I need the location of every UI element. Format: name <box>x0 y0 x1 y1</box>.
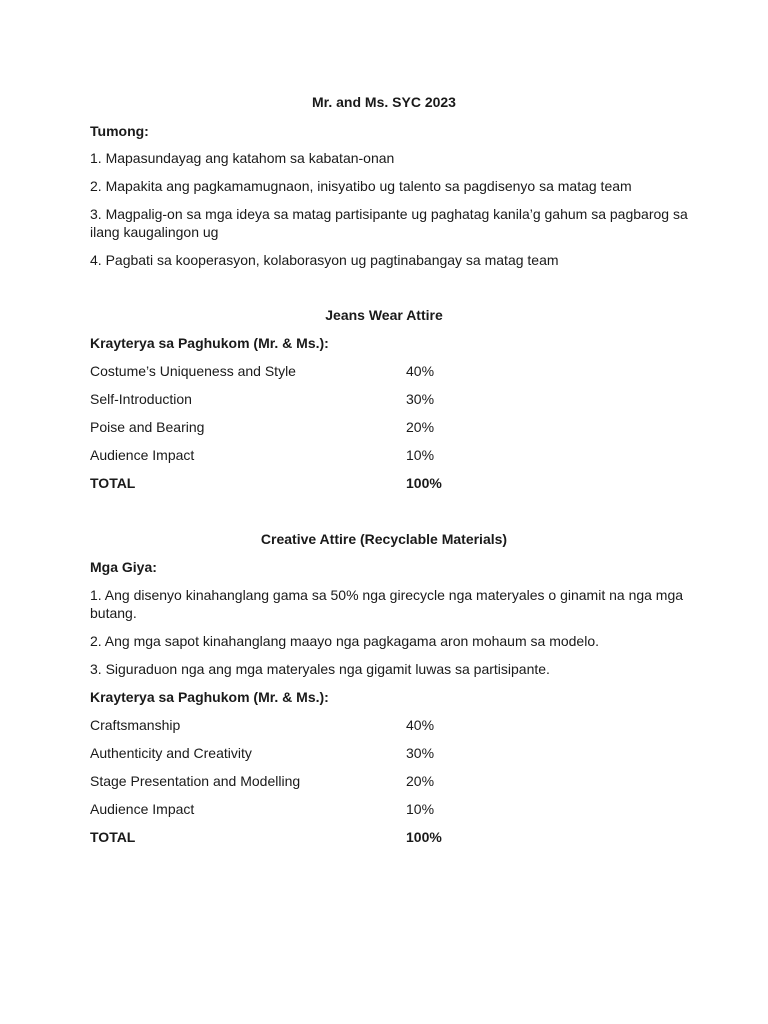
criteria-label: Self-Introduction <box>90 391 192 407</box>
total-label: TOTAL <box>90 829 136 845</box>
criteria-value: 30% <box>406 745 435 761</box>
criteria-label: Audience Impact <box>90 801 195 817</box>
total-label: TOTAL <box>90 475 136 491</box>
criteria-value: 20% <box>406 773 435 789</box>
creative-section-heading: Creative Attire (Recyclable Materials) <box>260 531 508 547</box>
criteria-label: Poise and Bearing <box>90 419 205 435</box>
criteria-label: Authenticity and Creativity <box>90 745 252 761</box>
guides-heading: Mga Giya: <box>90 559 157 575</box>
objective-item: 3. Magpalig-on sa mga ideya sa matag partisipante ug paghatag kanila’g gahum sa pagbarog sa ilang kaugalingon ug <box>90 206 688 240</box>
jeans-section-heading: Jeans Wear Attire <box>325 307 443 323</box>
criteria-label: Stage Presentation and Modelling <box>90 773 301 789</box>
objective-item: 1. Mapasundayag ang katahom sa kabatan-onan <box>90 150 395 166</box>
criteria-value: 20% <box>406 419 435 435</box>
document-title: Mr. and Ms. SYC 2023 <box>312 94 456 110</box>
criteria-value: 10% <box>406 447 435 463</box>
criteria-value: 30% <box>406 391 435 407</box>
total-value: 100% <box>406 475 442 491</box>
criteria-value: 40% <box>406 363 435 379</box>
criteria-value: 10% <box>406 801 435 817</box>
guide-item: 3. Siguraduon nga ang mga materyales nga gigamit luwas sa partisipante. <box>90 661 550 677</box>
creative-criteria-heading: Krayterya sa Paghukom (Mr. & Ms.): <box>90 689 329 705</box>
jeans-criteria-heading: Krayterya sa Paghukom (Mr. & Ms.): <box>90 335 329 351</box>
objectives-heading: Tumong: <box>90 123 149 139</box>
criteria-value: 40% <box>406 717 435 733</box>
criteria-label: Costume’s Uniqueness and Style <box>90 363 296 379</box>
criteria-label: Craftsmanship <box>90 717 181 733</box>
objective-item: 4. Pagbati sa kooperasyon, kolaborasyon ug pagtinabangay sa matag team <box>90 252 559 268</box>
criteria-label: Audience Impact <box>90 447 195 463</box>
objective-item: 2. Mapakita ang pagkamamugnaon, inisyatibo ug talento sa pagdisenyo sa matag team <box>90 178 632 194</box>
guide-item: 2. Ang mga sapot kinahanglang maayo nga pagkagama aron mohaum sa modelo. <box>90 633 600 649</box>
guide-item: 1. Ang disenyo kinahanglang gama sa 50% nga girecycle nga materyales o ginamit na nga mga butang. <box>90 587 684 621</box>
total-value: 100% <box>406 829 442 845</box>
